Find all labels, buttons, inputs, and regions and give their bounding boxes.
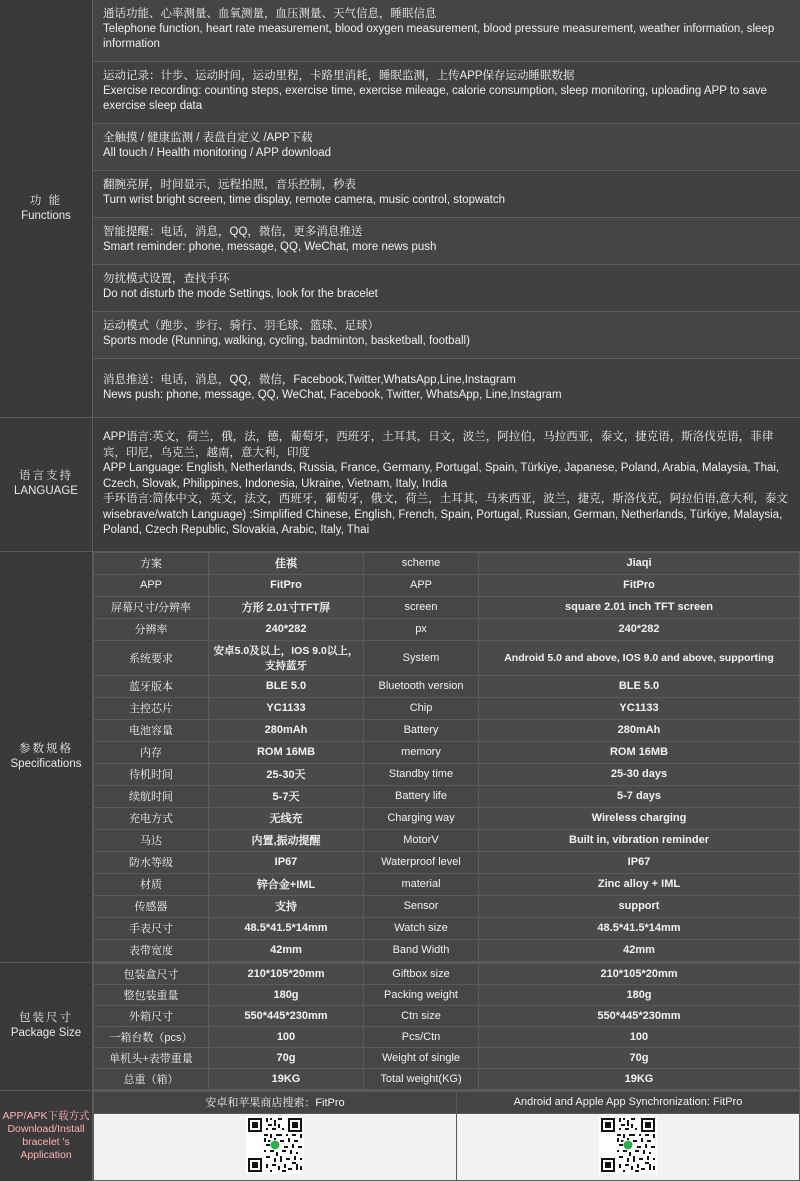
- functions-row: [0, 124, 800, 171]
- function-cell: 通话功能、心率测量、血氧测量，血压测量、天气信息，睡眠信息 Telephone function, heart rate measurement, blood oxygen measurement, blood pressure measurement, weather information, sleep information: [93, 0, 800, 62]
- package-data-row: 单机头+表带重量 70g Weight of single 70g: [94, 1047, 800, 1068]
- spec-row: 材质 锌合金+IML material Zinc alloy + IML: [94, 873, 800, 895]
- spec-row: 内存 ROM 16MB memory ROM 16MB: [94, 741, 800, 763]
- language-content: APP语言:英文，荷兰，俄，法，德，葡萄牙，西班牙，土耳其，日文，波兰，阿拉伯，马拉西亚，泰文，捷克语，斯洛伐克语，菲律宾，印尼，乌克兰，越南，意大利，印度 APP Language: English, Netherlands, Russia, France, Germany, Portugal, Spain, Türkiye, Japanese, Poland, Arabia, Malaysia, Thai, Czech, Slovak, Philippines, Indonesia, Ukraine, Vietnam, Italy, India 手环语言:简体中文，英文，法文，西班牙，葡萄牙，俄文，荷兰，土耳其，马来西亚，波兰，捷克，斯洛伐克，阿拉伯语,意大利，泰文 wisebrave/watch Language) :Simplified Chinese, English, French, Spain, Portugal, Russian, German, Netherlands, Türkiye, Malaysia, Poland, Czech Republic, Slovakia, Arabic, Italy, Thai: [93, 418, 800, 551]
- section-label-language: 语言支持 LANGUAGE: [0, 418, 93, 551]
- functions-row: [0, 62, 800, 124]
- spec-row: 方案 佳祺 scheme Jiaqi: [94, 552, 800, 574]
- app-store-label-cn: 安卓和苹果商店搜索：FitPro: [94, 1091, 457, 1113]
- spec-row: 续航时间 5-7天 Battery life 5-7 days: [94, 785, 800, 807]
- functions-row: [0, 0, 800, 62]
- specifications-grid-cell: [93, 552, 800, 963]
- app-store-label-en: Android and Apple App Synchronization: FitPro: [457, 1091, 800, 1113]
- specifications-table: [0, 552, 800, 963]
- functions-row: [0, 312, 800, 359]
- spec-row: 电池容量 280mAh Battery 280mAh: [94, 719, 800, 741]
- spec-row: 蓝牙版本 BLE 5.0 Bluetooth version BLE 5.0: [94, 675, 800, 697]
- function-cell: 智能提醒：电话，消息，QQ，微信，更多消息推送 Smart reminder: phone, message, QQ, WeChat, more news push: [93, 218, 800, 265]
- package-data-row: 整包装重量 180g Packing weight 180g: [94, 984, 800, 1005]
- qr-code-icon[interactable]: [599, 1116, 657, 1174]
- section-label-specifications: 参数规格 Specifications: [0, 552, 93, 963]
- app-download-row: [0, 1091, 800, 1181]
- functions-row: [0, 171, 800, 218]
- spec-row: 防水等级 IP67 Waterproof level IP67: [94, 851, 800, 873]
- spec-row: 充电方式 无线充 Charging way Wireless charging: [94, 807, 800, 829]
- package-row: [0, 963, 800, 1091]
- functions-row: [0, 359, 800, 418]
- app-download-content: [93, 1091, 800, 1181]
- spec-row: 表带宽度 42mm Band Width 42mm: [94, 939, 800, 961]
- language-row: [0, 418, 800, 551]
- qr-code-cell-cn: [94, 1113, 457, 1180]
- package-grid-cell: [93, 963, 800, 1091]
- package-data-row: 外箱尺寸 550*445*230mm Ctn size 550*445*230mm: [94, 1005, 800, 1026]
- qr-code-cell-en: [457, 1113, 800, 1180]
- spec-row: APP FitPro APP FitPro: [94, 574, 800, 596]
- specifications-row: [0, 552, 800, 963]
- section-label-package: 包装尺寸 Package Size: [0, 963, 93, 1091]
- function-cell: 消息推送：电话，消息，QQ，微信，Facebook,Twitter,WhatsApp,Line,Instagram News push: phone, message, QQ, WeChat, Facebook, Twitter, WhatsApp, Line,Instagram: [93, 359, 800, 418]
- qr-code-icon[interactable]: [246, 1116, 304, 1174]
- spec-row: 分辨率 240*282 px 240*282: [94, 618, 800, 640]
- package-grid: [93, 963, 800, 1090]
- app-download-grid: [93, 1091, 800, 1181]
- spec-row: 马达 内置,振动提醒 MotorV Built in, vibration reminder: [94, 829, 800, 851]
- package-table: [0, 963, 800, 1091]
- function-cell: 翻腕亮屏，时间显示，远程拍照，音乐控制，秒表 Turn wrist bright screen, time display, remote camera, music control, stopwatch: [93, 171, 800, 218]
- qr-code-row: [94, 1113, 800, 1180]
- package-data-row: 一箱台数（pcs） 100 Pcs/Ctn 100: [94, 1026, 800, 1047]
- section-label-functions: 功 能 Functions: [0, 0, 93, 418]
- package-data-row: 总重（箱） 19KG Total weight(KG) 19KG: [94, 1068, 800, 1089]
- spec-grid: [93, 552, 800, 962]
- spec-row: 主控芯片 YC1133 Chip YC1133: [94, 697, 800, 719]
- spec-row: 屏幕尺寸/分辨率 方形 2.01寸TFT屏 screen square 2.01 inch TFT screen: [94, 596, 800, 618]
- functions-row: [0, 265, 800, 312]
- section-label-app-download: APP/APK下载方式 Download/Install bracelet 's Application: [0, 1091, 93, 1181]
- function-cell: 运动模式（跑步、步行、骑行、羽毛球、篮球、足球） Sports mode (Running, walking, cycling, badminton, basketball, football): [93, 312, 800, 359]
- spec-row: 手表尺寸 48.5*41.5*14mm Watch size 48.5*41.5*14mm: [94, 917, 800, 939]
- spec-row: 待机时间 25-30天 Standby time 25-30 days: [94, 763, 800, 785]
- functions-row: [0, 218, 800, 265]
- app-store-label-row: [94, 1091, 800, 1113]
- functions-table: [0, 0, 800, 418]
- package-data-row: 包装盒尺寸 210*105*20mm Giftbox size 210*105*20mm: [94, 963, 800, 984]
- function-cell: 运动记录：计步、运动时间，运动里程，卡路里消耗，睡眠监测，上传APP保存运动睡眠数据 Exercise recording: counting steps, exercise time, exercise mileage, calorie consumption, sleep monitoring, uploading APP to save exercise sleep data: [93, 62, 800, 124]
- app-download-table: [0, 1091, 800, 1181]
- spec-row: 系统要求 安卓5.0及以上，IOS 9.0以上，支持蓝牙 System Android 5.0 and above, IOS 9.0 and above, supporting: [94, 640, 800, 675]
- language-table: [0, 418, 800, 552]
- spec-row: 传感器 支持 Sensor support: [94, 895, 800, 917]
- function-cell: 全触摸 / 健康监测 / 表盘自定义 /APP下载 All touch / Health monitoring / APP download: [93, 124, 800, 171]
- function-cell: 勿扰模式设置，查找手环 Do not disturb the mode Settings, look for the bracelet: [93, 265, 800, 312]
